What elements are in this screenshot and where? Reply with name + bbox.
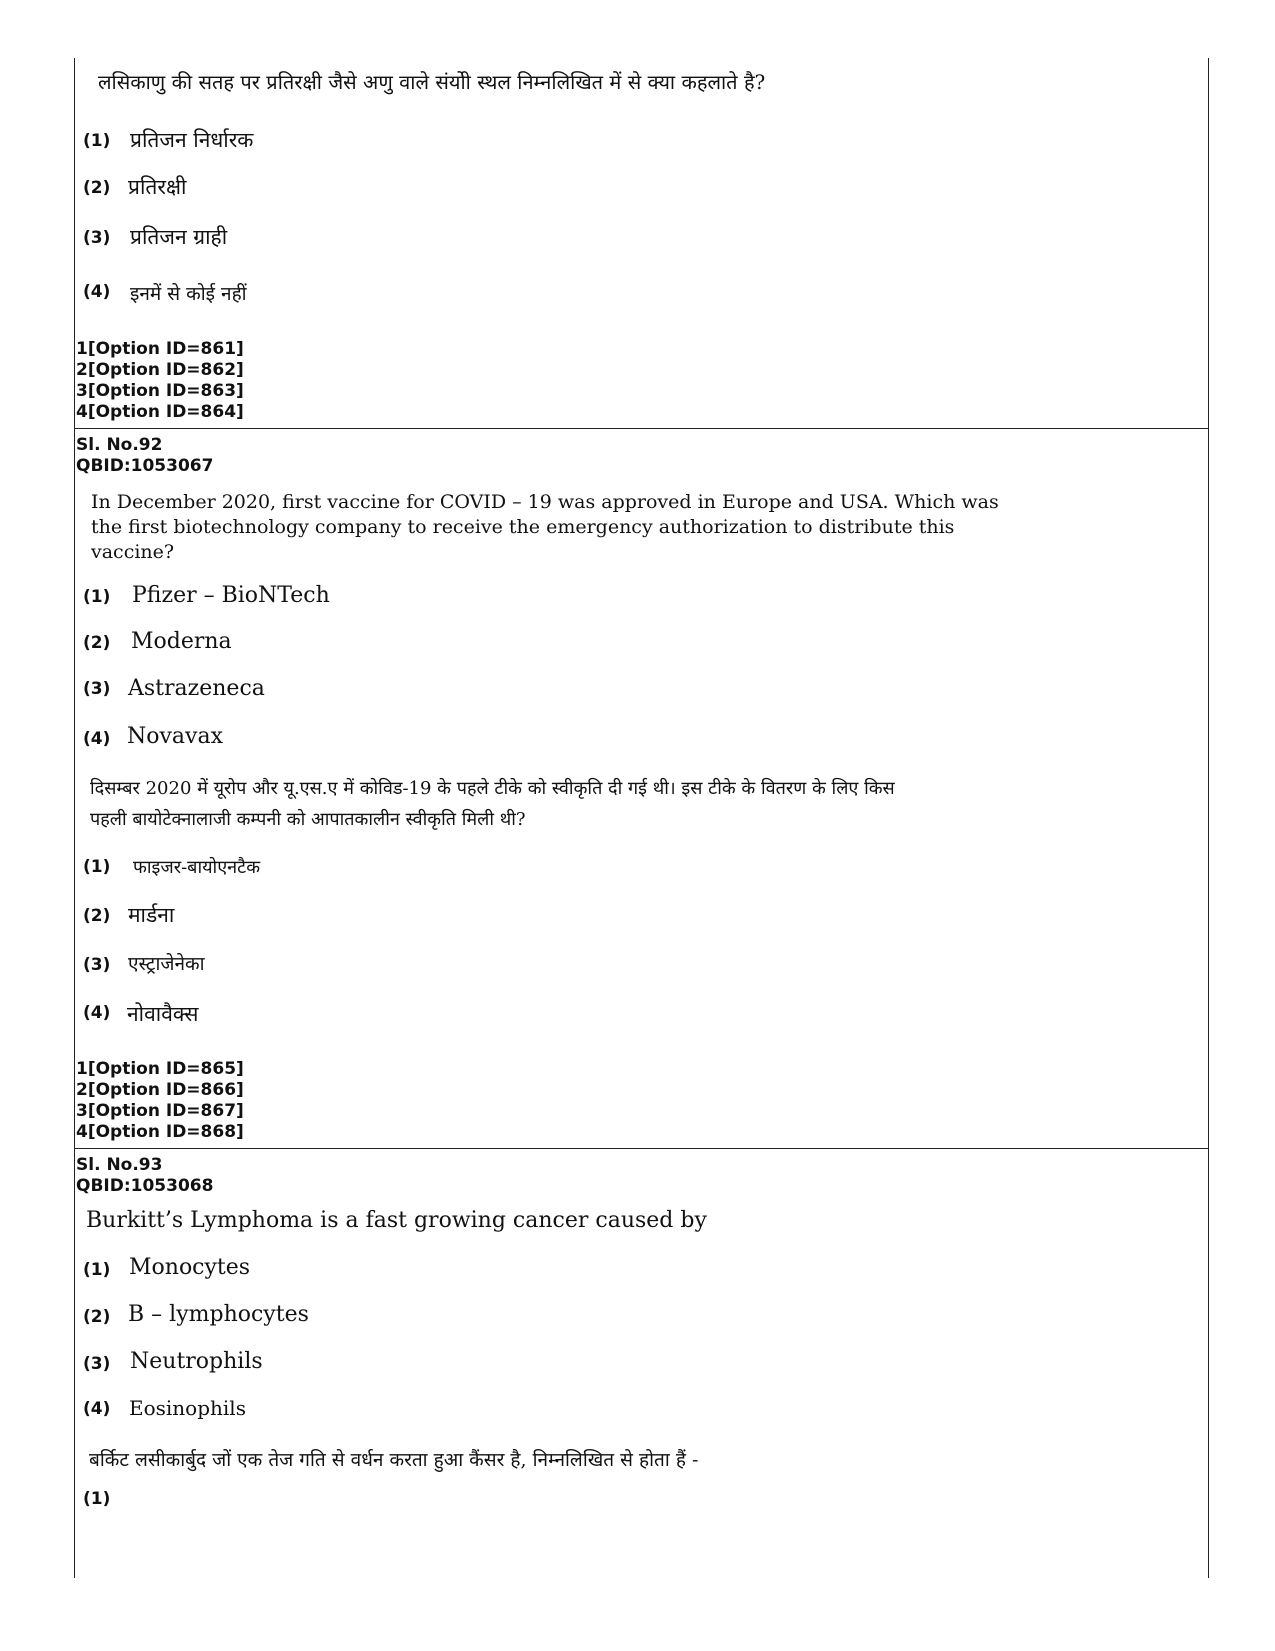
option-text: Eosinophils [129,1396,246,1420]
option-text: एस्ट्राजेनेका [128,953,205,975]
option-id: 1[Option ID=865] [76,1059,244,1079]
option-number: (1) [83,587,111,607]
option-id: 2[Option ID=866] [76,1080,244,1100]
option-number: (2) [83,633,111,653]
option-id: 3[Option ID=867] [76,1101,244,1121]
option-number: (4) [83,1399,111,1419]
option-text: प्रतिजन निर्धारक [130,128,254,152]
option-id: 4[Option ID=864] [76,402,244,422]
qbid: QBID:1053068 [76,1176,214,1196]
option-number: (1) [83,857,111,877]
question-text-hi: पहली बायोटेक्नालाजी कम्पनी को आपातकालीन स्वीकृति मिली थी? [90,809,526,830]
option-text: फाइजर-बायोएनटैक [133,857,261,878]
option-text: प्रतिरक्षी [128,175,187,199]
option-number: (4) [83,282,111,302]
serial-number: Sl. No.92 [76,435,163,455]
option-id: 1[Option ID=861] [76,339,244,359]
option-number: (2) [83,178,111,198]
option-number: (3) [83,955,111,975]
option-id: 3[Option ID=863] [76,381,244,401]
serial-number: Sl. No.93 [76,1155,163,1175]
option-text: Moderna [131,629,232,654]
option-text: इनमें से कोई नहीं [130,283,247,305]
option-number: (1) [83,1260,111,1280]
option-id: 2[Option ID=862] [76,360,244,380]
option-text: Novavax [127,724,223,749]
qbid: QBID:1053067 [76,456,214,476]
option-number: (2) [83,1307,111,1327]
option-text: B – lymphocytes [128,1302,309,1327]
question-text-hi: लसिकाणु की सतह पर प्रतिरक्षी जैसे अणु वाले संयोी स्थल निम्नलिखित में से क्या कहलाते है? [98,70,766,94]
question-text-en: In December 2020, first vaccine for COVID – 19 was approved in Europe and USA. Which was the first biotechnology company to receive the emergency authorization to distribute this vaccine? [91,491,999,563]
option-number: (3) [83,1354,111,1374]
option-text: Neutrophils [130,1349,263,1374]
option-number: (4) [83,729,111,749]
option-text: नोवावैक्स [127,1002,199,1026]
divider [75,1148,1208,1149]
option-text: Pfizer – BioNTech [132,583,330,608]
option-number: (1) [83,131,111,151]
question-text-hi: दिसम्बर 2020 में यूरोप और यू.एस.ए में कोविड-19 के पहले टीके को स्वीकृति दी गई थी। इस टीके के वितरण के लिए किस [90,778,895,799]
option-number: (1) [83,1489,111,1509]
option-text: Astrazeneca [128,676,265,701]
option-id: 4[Option ID=868] [76,1122,244,1142]
option-text: Monocytes [129,1255,251,1280]
option-number: (3) [83,228,111,248]
question-text-hi: बर्किट लसीकार्बुद जों एक तेज गति से वर्धन करता हुआ कैंसर है, निम्नलिखित से होता हैं - [89,1449,699,1471]
option-text: प्रतिजन ग्राही [130,225,228,249]
option-text: मार्डना [128,903,175,927]
divider [75,428,1208,429]
option-number: (2) [83,906,111,926]
option-number: (4) [83,1003,111,1023]
question-text-en: Burkitt’s Lymphoma is a fast growing cancer caused by [86,1208,707,1233]
option-number: (3) [83,679,111,699]
